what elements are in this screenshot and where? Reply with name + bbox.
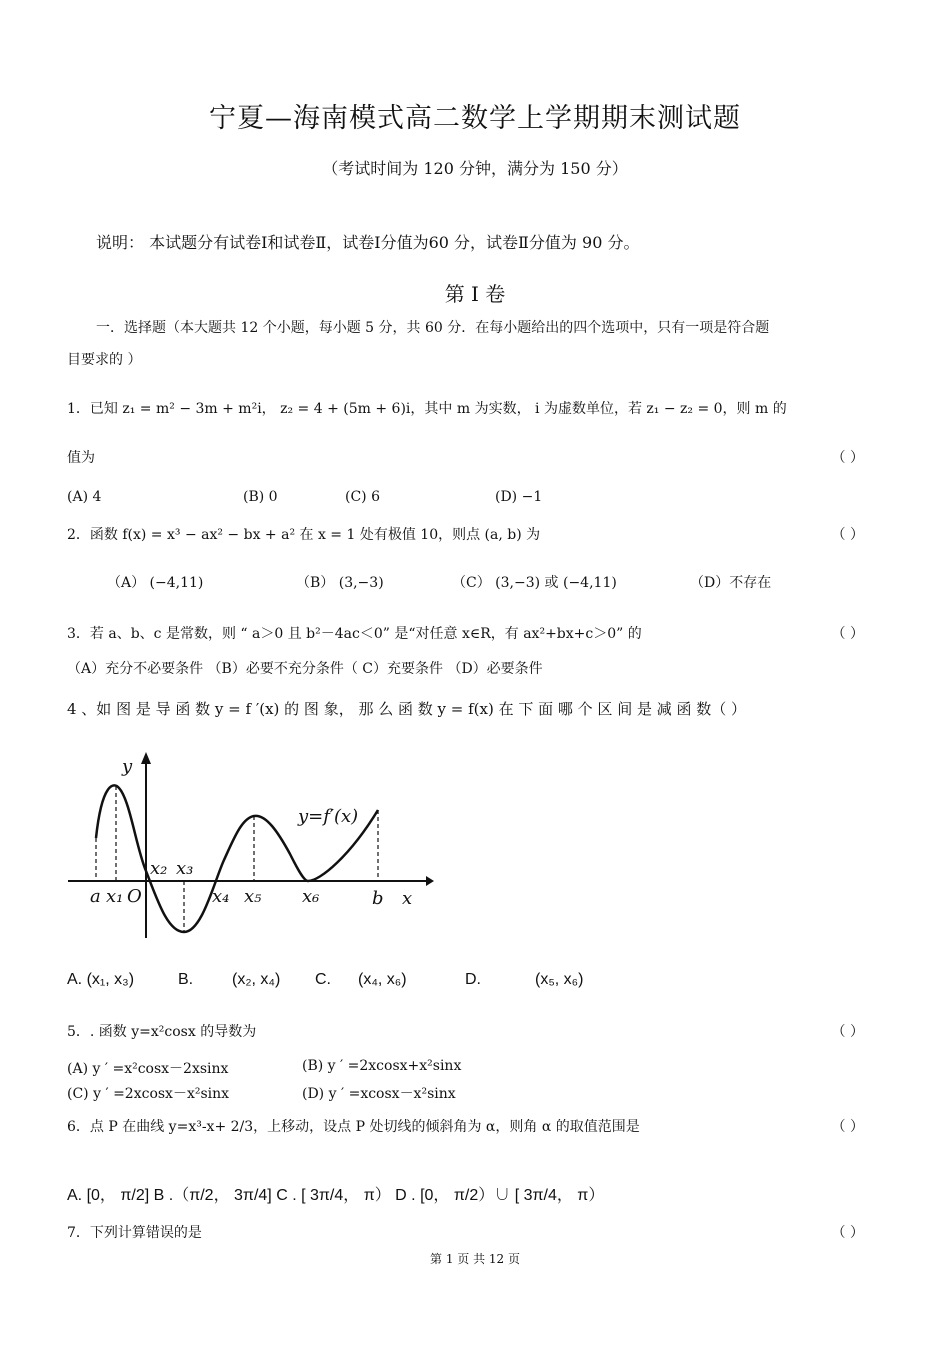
question-2: 2．函数 f(x) = x³ − ax² − bx + a² 在 x = 1 处有极值 10，则点 (a, b) 为 <box>67 527 541 543</box>
q4-option-a: A. (x₁, x₃) <box>67 971 135 988</box>
q2-option-a: （A） (−4,11) <box>107 575 204 591</box>
q4-option-b-label: B. <box>178 971 194 988</box>
graph-label-y: y <box>122 756 133 777</box>
q4-option-c-label: C. <box>315 971 331 988</box>
question-4: 4 、如 图 是 导 函 数 y = f ′(x) 的 图 象， 那 么 函 数 y = f(x) 在 下 面 哪 个 区 间 是 减 函 数（ ） <box>67 700 747 718</box>
q1-option-d: (D) −1 <box>495 489 543 505</box>
section-instructions: 一．选择题（本大题共 12 个小题，每小题 5 分，共 60 分．在每小题给出的四个选项中，只有一项是符合题 <box>96 320 770 336</box>
page-title: 宁夏—海南模式高二数学上学期期末测试题 <box>209 103 741 134</box>
graph-label-x: x <box>402 888 413 909</box>
graph-label-x2: x₂ <box>150 858 168 879</box>
answer-bracket: （ ） <box>831 1119 864 1135</box>
page-footer: 第 1 页 共 12 页 <box>430 1252 520 1266</box>
graph-label-x4: x₄ <box>212 886 230 907</box>
q4-option-b: (x₂, x₄) <box>232 971 281 988</box>
graph-label-a: a <box>90 886 101 907</box>
q2-option-d: （D）不存在 <box>690 575 772 591</box>
x-axis-arrow <box>426 876 434 886</box>
graph-label-fx: y=f′(x) <box>298 806 359 827</box>
y-axis-arrow <box>141 752 151 764</box>
q4-option-c: (x₄, x₆) <box>358 971 407 988</box>
question-1-cont: 值为 <box>67 450 95 466</box>
q1-option-b: (B) 0 <box>243 489 278 505</box>
derivative-graph <box>64 742 434 942</box>
section-instructions-cont: 目要求的 ） <box>67 352 142 368</box>
q5-option-a: (A) y ′ =x²cosx－2xsinx <box>67 1061 229 1077</box>
question-5: 5．. 函数 y=x²cosx 的导数为 <box>67 1024 257 1040</box>
answer-bracket: （ ） <box>831 626 864 642</box>
q6-options: A. [0， π/2] B .（π/2， 3π/4] C . [ 3π/4， π） D . [0， π/2）∪ [ 3π/4， π） <box>67 1187 605 1204</box>
part-title: 第 Ⅰ 卷 <box>444 282 506 306</box>
question-1: 1．已知 z₁ = m² − 3m + m²i， z₂ = 4 + (5m + 6)i，其中 m 为实数， i 为虚数单位，若 z₁ − z₂ = 0，则 m 的 <box>67 401 787 417</box>
answer-bracket: （ ） <box>831 527 864 543</box>
exam-note: 说明： 本试题分有试卷Ⅰ和试卷Ⅱ，试卷Ⅰ分值为60 分，试卷Ⅱ分值为 90 分。 <box>96 233 640 252</box>
answer-bracket: （ ） <box>831 1225 864 1241</box>
question-7: 7．下列计算错误的是 <box>67 1225 202 1241</box>
question-3: 3．若 a、b、c 是常数，则 “ a＞0 且 b²－4ac＜0” 是“对任意 x∈R，有 ax²+bx+c＞0” 的 <box>67 626 642 642</box>
answer-bracket: （ ） <box>831 450 864 466</box>
exam-info: （考试时间为 120 分钟，满分为 150 分） <box>322 159 628 178</box>
graph-label-x5: x₅ <box>244 886 262 907</box>
q5-option-c: (C) y ′ =2xcosx－x²sinx <box>67 1086 230 1102</box>
graph-label-x6: x₆ <box>302 886 320 907</box>
q1-option-c: (C) 6 <box>345 489 380 505</box>
q4-option-d-label: D. <box>465 971 481 988</box>
q4-option-d: (x₅, x₆) <box>535 971 584 988</box>
graph-label-o: O <box>127 886 142 907</box>
q2-option-c: （C） (3,−3) 或 (−4,11) <box>452 575 617 591</box>
q2-option-b: （B） (3,−3) <box>296 575 384 591</box>
question-6: 6．点 P 在曲线 y=x³-x+ 2/3，上移动，设点 P 处切线的倾斜角为 α，则角 α 的取值范围是 <box>67 1119 640 1135</box>
q1-option-a: (A) 4 <box>67 489 102 505</box>
answer-bracket: （ ） <box>831 1024 864 1040</box>
graph-label-x1: x₁ <box>106 886 124 907</box>
q5-option-b: (B) y ′ =2xcosx+x²sinx <box>302 1058 462 1074</box>
graph-label-b: b <box>372 888 384 909</box>
graph-label-x3: x₃ <box>176 858 194 879</box>
q5-option-d: (D) y ′ =xcosx－x²sinx <box>302 1086 456 1102</box>
q3-options: （A）充分不必要条件 （B）必要不充分条件（ C）充要条件 （D）必要条件 <box>67 661 543 677</box>
